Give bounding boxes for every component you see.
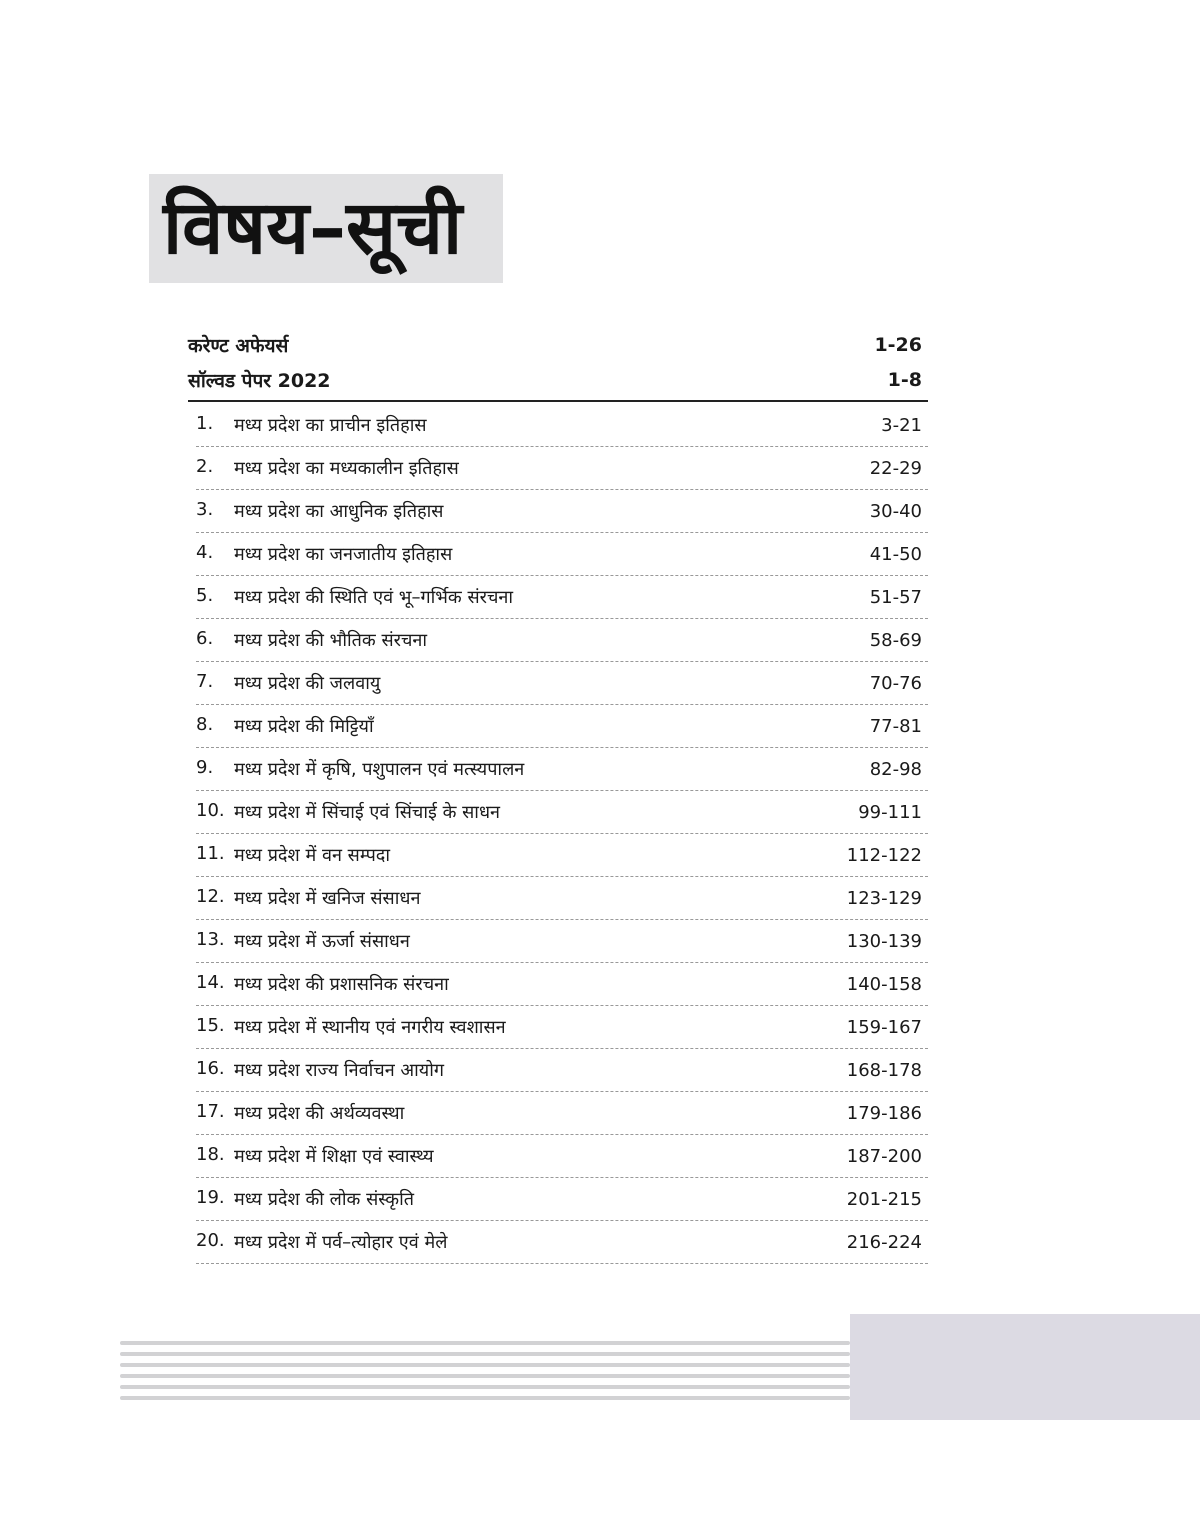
chapter-title: मध्य प्रदेश राज्य निर्वाचन आयोग xyxy=(234,1060,445,1081)
chapter-title: मध्य प्रदेश का मध्यकालीन इतिहास xyxy=(234,458,459,479)
chapter-pages: 3-21 xyxy=(881,414,922,436)
chapter-number: 9. xyxy=(196,757,214,778)
chapter-pages: 99-111 xyxy=(858,801,922,823)
chapter-pages: 123-129 xyxy=(846,887,922,909)
toc-chapter-row[interactable] xyxy=(196,1049,928,1092)
chapter-title: मध्य प्रदेश की स्थिति एवं भू–गर्भिक संरचना xyxy=(234,587,514,608)
chapter-number: 13. xyxy=(196,929,225,950)
chapter-number: 7. xyxy=(196,671,214,692)
entry-label: सॉल्वड पेपर 2022 xyxy=(188,370,331,392)
decorative-lines xyxy=(120,1341,850,1407)
divider xyxy=(188,400,928,402)
toc-chapter-row[interactable] xyxy=(196,404,928,447)
chapter-number: 12. xyxy=(196,886,225,907)
chapter-title: मध्य प्रदेश में वन सम्पदा xyxy=(234,845,391,866)
chapter-pages: 130-139 xyxy=(846,930,922,952)
chapter-title: मध्य प्रदेश में पर्व–त्योहार एवं मेले xyxy=(234,1232,448,1253)
toc-chapter-row[interactable] xyxy=(196,834,928,877)
entry-pages: 1-26 xyxy=(874,334,922,356)
chapter-pages: 140-158 xyxy=(846,973,922,995)
toc-chapter-row[interactable] xyxy=(196,963,928,1006)
toc-chapter-row[interactable] xyxy=(196,1135,928,1178)
chapter-title: मध्य प्रदेश की मिट्टियाँ xyxy=(234,716,374,737)
chapter-number: 11. xyxy=(196,843,225,864)
toc-chapter-row[interactable] xyxy=(196,920,928,963)
chapter-title: मध्य प्रदेश में स्थानीय एवं नगरीय स्वशासन xyxy=(234,1017,506,1038)
chapter-pages: 70-76 xyxy=(869,672,922,694)
chapter-number: 2. xyxy=(196,456,214,477)
chapter-pages: 187-200 xyxy=(846,1145,922,1167)
toc-entry-solved-paper[interactable] xyxy=(188,364,922,396)
chapter-number: 14. xyxy=(196,972,225,993)
chapter-number: 15. xyxy=(196,1015,225,1036)
chapter-number: 6. xyxy=(196,628,214,649)
title-banner xyxy=(149,174,503,283)
toc-chapter-row[interactable] xyxy=(196,748,928,791)
chapter-title: मध्य प्रदेश का जनजातीय इतिहास xyxy=(234,544,453,565)
toc-chapter-row[interactable] xyxy=(196,619,928,662)
chapter-pages: 30-40 xyxy=(869,500,922,522)
chapter-title: मध्य प्रदेश का प्राचीन इतिहास xyxy=(234,415,427,436)
chapter-pages: 201-215 xyxy=(846,1188,922,1210)
chapter-pages: 159-167 xyxy=(846,1016,922,1038)
chapter-pages: 82-98 xyxy=(869,758,922,780)
decorative-box xyxy=(850,1314,1200,1420)
chapter-number: 20. xyxy=(196,1230,225,1251)
chapter-number: 16. xyxy=(196,1058,225,1079)
toc-chapter-row[interactable] xyxy=(196,1092,928,1135)
chapter-title: मध्य प्रदेश की प्रशासनिक संरचना xyxy=(234,974,449,995)
chapter-number: 19. xyxy=(196,1187,225,1208)
chapter-number: 17. xyxy=(196,1101,225,1122)
chapter-number: 3. xyxy=(196,499,214,520)
chapter-title: मध्य प्रदेश की जलवायु xyxy=(234,673,381,694)
chapter-title: मध्य प्रदेश की अर्थव्यवस्था xyxy=(234,1103,405,1124)
chapter-pages: 51-57 xyxy=(869,586,922,608)
toc-chapter-row[interactable] xyxy=(196,576,928,619)
toc-chapter-row[interactable] xyxy=(196,490,928,533)
toc-chapter-row[interactable] xyxy=(196,1221,928,1264)
chapter-number: 5. xyxy=(196,585,214,606)
chapter-pages: 77-81 xyxy=(869,715,922,737)
toc-chapter-row[interactable] xyxy=(196,447,928,490)
page-title: विषय–सूची xyxy=(163,185,463,271)
chapter-pages: 112-122 xyxy=(846,844,922,866)
chapter-pages: 216-224 xyxy=(846,1231,922,1253)
toc-chapter-row[interactable] xyxy=(196,662,928,705)
chapter-title: मध्य प्रदेश की भौतिक संरचना xyxy=(234,630,428,651)
chapter-number: 18. xyxy=(196,1144,225,1165)
chapter-number: 8. xyxy=(196,714,214,735)
chapter-pages: 22-29 xyxy=(869,457,922,479)
entry-pages: 1-8 xyxy=(887,369,922,391)
chapter-title: मध्य प्रदेश में कृषि, पशुपालन एवं मत्स्यपालन xyxy=(234,759,525,780)
toc-chapter-row[interactable] xyxy=(196,1178,928,1221)
toc-chapter-row[interactable] xyxy=(196,791,928,834)
chapter-number: 4. xyxy=(196,542,214,563)
chapter-list xyxy=(196,404,928,1264)
toc-chapter-row[interactable] xyxy=(196,1006,928,1049)
chapter-pages: 58-69 xyxy=(869,629,922,651)
toc-chapter-row[interactable] xyxy=(196,533,928,576)
chapter-number: 1. xyxy=(196,413,214,434)
chapter-pages: 41-50 xyxy=(869,543,922,565)
chapter-pages: 168-178 xyxy=(846,1059,922,1081)
chapter-title: मध्य प्रदेश की लोक संस्कृति xyxy=(234,1189,414,1210)
toc-entry-current-affairs[interactable] xyxy=(188,329,922,361)
toc-chapter-row[interactable] xyxy=(196,705,928,748)
chapter-pages: 179-186 xyxy=(846,1102,922,1124)
chapter-title: मध्य प्रदेश में शिक्षा एवं स्वास्थ्य xyxy=(234,1146,434,1167)
chapter-title: मध्य प्रदेश में खनिज संसाधन xyxy=(234,888,421,909)
chapter-title: मध्य प्रदेश में सिंचाई एवं सिंचाई के साधन xyxy=(234,802,501,823)
chapter-title: मध्य प्रदेश का आधुनिक इतिहास xyxy=(234,501,444,522)
chapter-number: 10. xyxy=(196,800,225,821)
entry-label: करेण्ट अफेयर्स xyxy=(188,335,289,357)
toc-chapter-row[interactable] xyxy=(196,877,928,920)
chapter-title: मध्य प्रदेश में ऊर्जा संसाधन xyxy=(234,931,410,952)
